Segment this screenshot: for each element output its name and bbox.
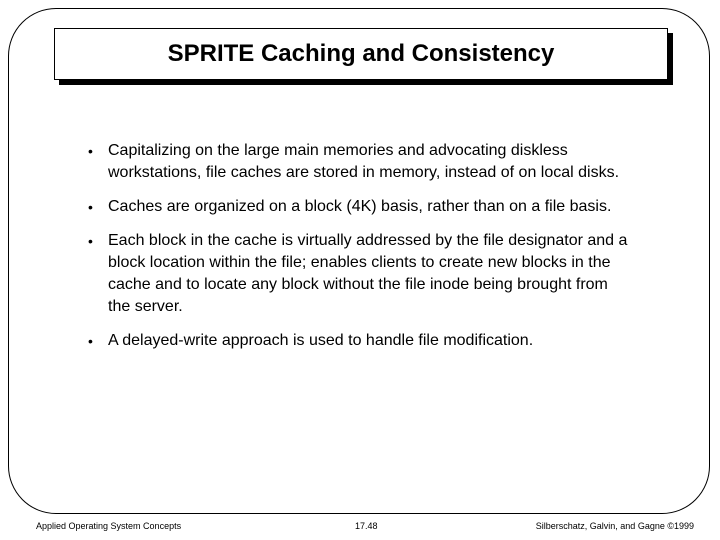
bullet-list	[88, 140, 628, 352]
slide-title: SPRITE Caching and Consistency	[167, 40, 555, 67]
bullet-text: Caches are organized on a block (4K) basis, rather than on a file basis.	[108, 198, 612, 215]
bullet-text: Each block in the cache is virtually addressed by the file designator and a block location within the file; enables clients to create new blocks in the cache and to locate any block without the file inode being brought from the server.	[108, 232, 628, 315]
bullet-dot-icon: •	[88, 233, 93, 249]
bullet-text: Capitalizing on the large main memories and advocating diskless workstations, file caches are stored in memory, instead of on local disks.	[108, 142, 620, 181]
title-box	[54, 28, 668, 80]
bullet-item	[88, 140, 628, 184]
bullet-dot-icon: •	[88, 143, 93, 159]
footer-book-title: Applied Operating System Concepts	[36, 521, 182, 531]
bullet-dot-icon: •	[88, 333, 93, 349]
footer-copyright: Silberschatz, Galvin, and Gagne ©1999	[535, 521, 694, 531]
bullet-dot-icon: •	[88, 199, 93, 215]
bullet-item	[88, 196, 628, 218]
footer-page-number: 17.48	[355, 521, 378, 531]
bullet-item	[88, 230, 628, 318]
bullet-item	[88, 330, 628, 352]
bullet-text: A delayed-write approach is used to handle file modification.	[108, 332, 534, 349]
